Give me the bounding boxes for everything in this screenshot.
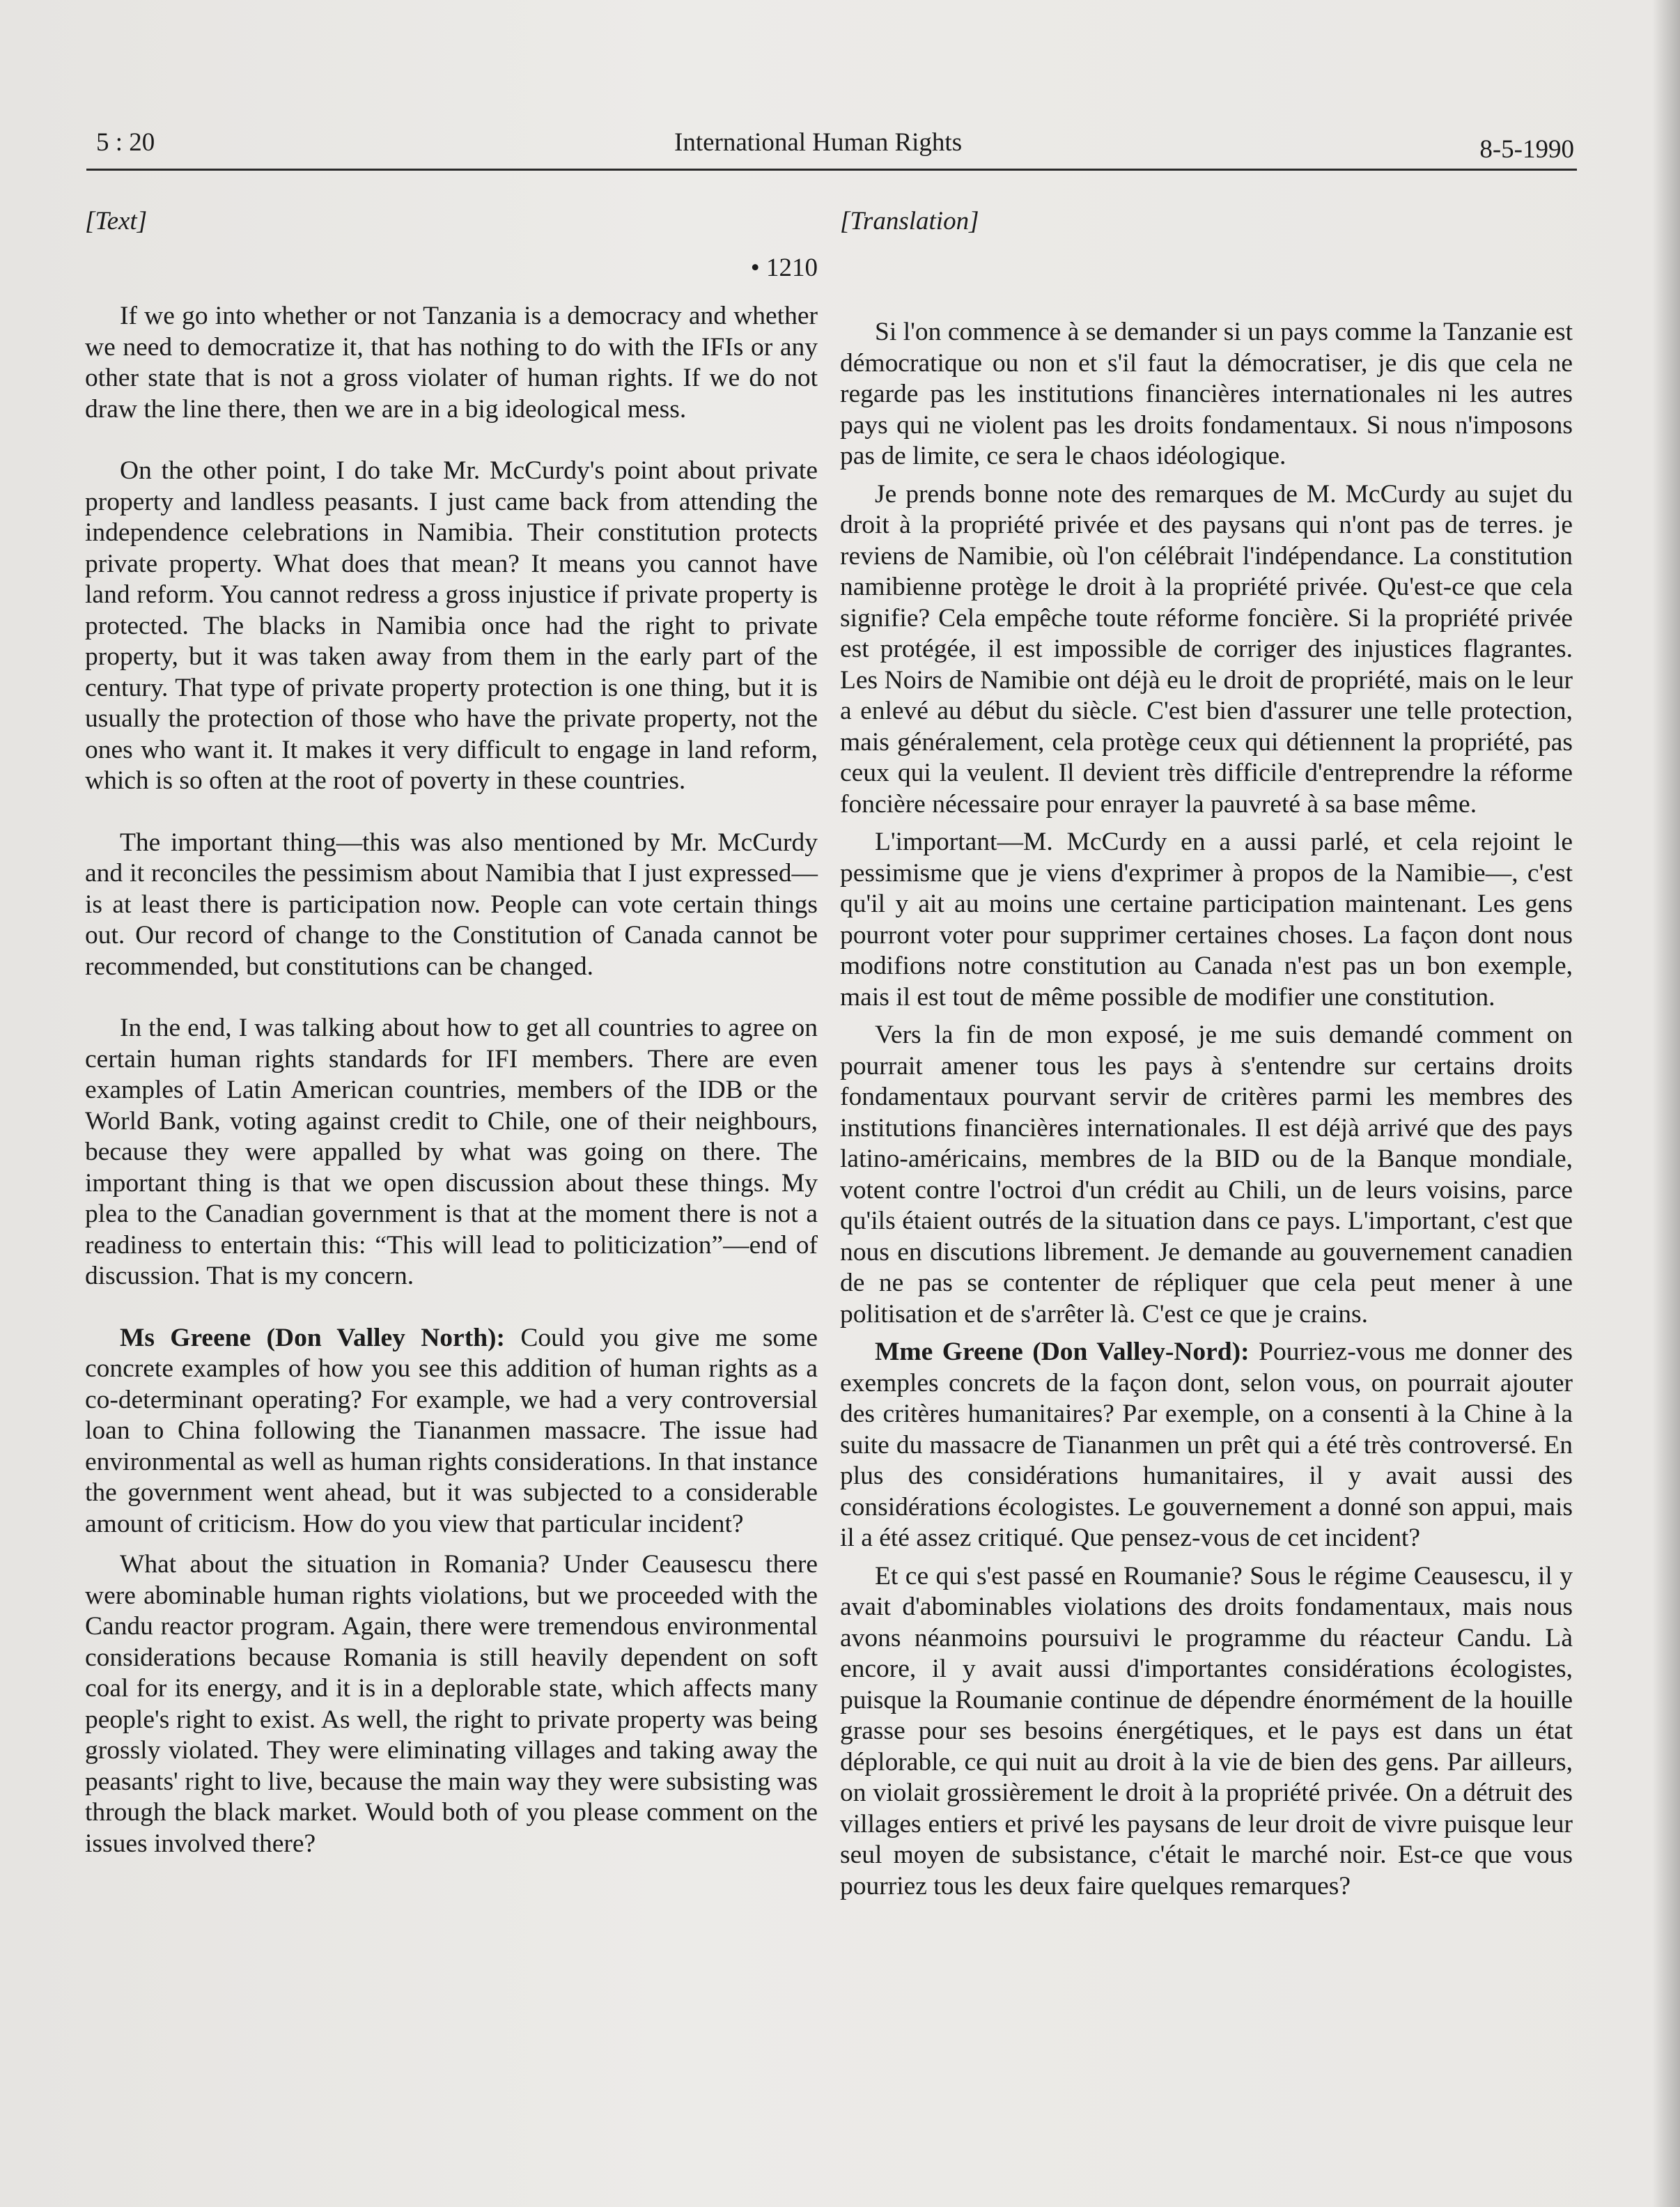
french-column: [840, 206, 1573, 1902]
paragraph: Vers la fin de mon exposé, je me suis demandé comment on pourrait amener tous les pays à s'entendre sur certains droits fondamentaux pourvant servir de critères parmi les membres des institutions financières internationales. Il est déjà arrivé que des pays latino-américains, membres de la BID ou de la Banque mondiale, votent contre l'octroi d'un crédit au Chili, un de leurs voisins, parce qu'ils étaient outrés de la situation dans ce pays. L'important, c'est que nous en discutions librement. Je demande au gouvernement canadien de ne pas se contenter de répliquer que cela peut mener à une politisation et de s'arrêter là. C'est ce que je crains.: [840, 1021, 1573, 1329]
column-label-text: [Text]: [85, 207, 148, 235]
speaker-name: Mme Greene (Don Valley-Nord):: [875, 1338, 1250, 1366]
page-edge-shadow: [1652, 0, 1680, 2207]
page-header: [86, 123, 1577, 173]
paragraph: Si l'on commence à se demander si un pays comme la Tanzanie est démocratique ou non et s'il faut la démocratiser, je dis que cela ne regarde pas les institutions financières internationales ni les autres pays qui ne violent pas les droits fondamentaux. Si nous n'imposons pas de limite, ce sera le chaos idéologique.: [840, 318, 1573, 470]
speaker-text: Could you give me some concrete examples of how you see this addition of human rights as a co-determinant operating? For example, we had a very controversial loan to China following the Tiananmen massacre. The issue had environmental as well as human rights considerations. In that instance the government went ahead, but it was subjected to a considerable amount of criticism. How do you view that particular incident?: [85, 1323, 818, 1538]
speaker-name: Ms Greene (Don Valley North):: [120, 1323, 506, 1352]
page-title: International Human Rights: [674, 128, 963, 157]
paragraph: In the end, I was talking about how to get all countries to agree on certain human rights standards for IFI members. There are even examples of Latin American countries, members of the IDB or the World Bank, voting against credit to Chile, one of their neighbours, because they were appalled by what was going on there. The important thing is that we open discussion about these things. My plea to the Canadian government is that at the moment there is not a readiness to entertain this: “This will lead to politicization”—end of discussion. That is my concern.: [85, 1014, 818, 1290]
paragraph: On the other point, I do take Mr. McCurdy's point about private property and landless peasants. I just came back from attending the independence celebrations in Namibia. Their constitution protects private property. What does that mean? It means you cannot have land reform. You cannot redress a gross injustice if private property is protected. The blacks in Namibia once had the right to private property, but it was taken away from them in the early part of the century. That type of private property protection is one thing, but it is usually the protection of those who have the private property, not the ones who want it. It makes it very difficult to engage in land reform, which is so often at the root of poverty in these countries.: [85, 456, 818, 795]
page-number: 5 : 20: [96, 128, 155, 157]
time-marker: • 1210: [750, 254, 818, 282]
paragraph: If we go into whether or not Tanzania is a democracy and whether we need to democratize it, that has nothing to do with the IFIs or any other state that is not a gross violater of human rights. If we do not draw the line there, then we are in a big ideological mess.: [85, 302, 818, 424]
paragraph: L'important—M. McCurdy en a aussi parlé, et cela rejoint le pessimisme que je viens d'exprimer à propos de la Namibie—, c'est qu'il y ait au moins une certaine participation maintenant. Les gens pourront voter pour supprimer certaines choses. La façon dont nous modifions notre constitution au Canada n'est pas un bon exemple, mais il est tout de même possible de modifier une constitution.: [840, 828, 1573, 1012]
page-date: 8-5-1990: [1479, 135, 1574, 164]
speaker-paragraph: [840, 1337, 1573, 1554]
speaker-paragraph: [85, 1323, 818, 1540]
paragraph: Je prends bonne note des remarques de M. McCurdy au sujet du droit à la propriété privée et des paysans qui n'ont pas de terres. je reviens de Namibie, où l'on célébrait l'indépendance. La constitution namibienne protège le droit à la propriété privée. Qu'est-ce que cela signifie? Cela empêche toute réforme foncière. Si la propriété privée est protégée, il est impossible de corriger des injustices flagrantes. Les Noirs de Namibie ont déjà eu le droit de propriété, mais on le leur a enlevé au début du siècle. C'est bien d'assurer une telle protection, mais généralement, cela protège ceux qui détiennent la propriété, pas ceux qui la veulent. Il devient très difficile d'entreprendre la réforme foncière nécessaire pour enrayer la pauvreté à sa base même.: [840, 479, 1573, 819]
paragraph: What about the situation in Romania? Under Ceausescu there were abominable human rights violations, but we proceeded with the Candu reactor program. Again, there were tremendous environmental considerations because Romania is still heavily dependent on soft coal for its energy, and it is in a deplorable state, which affects many people's right to exist. As well, the right to private property was being grossly violated. They were eliminating villages and taking away the peasants' right to live, because the main way they were subsisting was through the black market. Would both of you please comment on the issues involved there?: [85, 1550, 818, 1858]
paragraph: Et ce qui s'est passé en Roumanie? Sous le régime Ceausescu, il y avait d'abominables violations des droits fondamentaux, mais nous avons néanmoins poursuivi le programme du réacteur Candu. Là encore, il y avait aussi d'importantes considérations écologistes, puisque la Roumanie continue de dépendre énormément de la houille grasse pour ses besoins énergétiques, et le pays est dans un état déplorable, ce qui nuit au droit à la vie de bien des gens. Par ailleurs, on violait grossièrement le droit à la propriété privée. On a détruit des villages entiers et privé les paysans de leur droit de vivre puisque leur seul moyen de subsistance, c'était le marché noir. Est-ce que vous pourriez tous les deux faire quelques remarques?: [840, 1561, 1573, 1900]
paragraph: The important thing—this was also mentioned by Mr. McCurdy and it reconciles the pessimism about Namibia that I just expressed—is at least there is participation now. People can vote certain things out. Our record of change to the Constitution of Canada cannot be recommended, but constitutions can be changed.: [85, 828, 818, 981]
english-column: [85, 206, 818, 1859]
column-label-translation: [Translation]: [840, 207, 979, 235]
header-rule: [86, 169, 1577, 171]
speaker-text: Pourriez-vous me donner des exemples concrets de la façon dont, selon vous, on pourrait ajouter des critères humanitaires? Par exemple, on a consenti à la Chine à la suite du massacre de Tiananmen un prêt qui a été très controversé. En plus des considérations humanitaires, il y avait aussi des considérations écologistes. Le gouvernement a donné son appui, mais il a été assez critiqué. Que pensez-vous de cet incident?: [840, 1338, 1573, 1552]
